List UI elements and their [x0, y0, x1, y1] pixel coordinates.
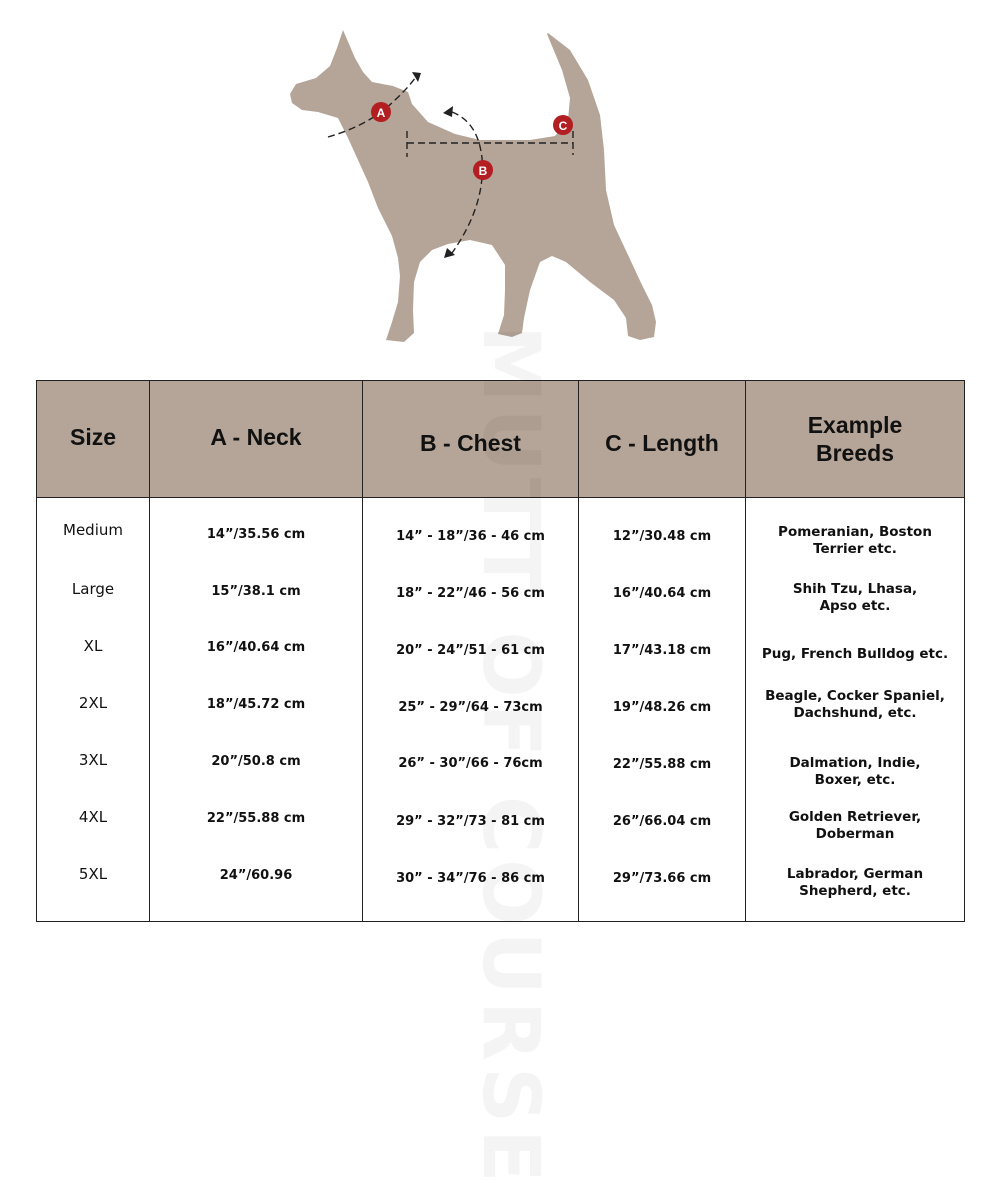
size-column: [37, 498, 150, 922]
chest-column: [363, 498, 579, 922]
size-cell: Medium: [63, 521, 123, 539]
neck-cell: 22”/55.88 cm: [206, 811, 306, 826]
size-cell: Large: [71, 580, 115, 598]
neck-cell: 18”/45.72 cm: [206, 697, 306, 712]
length-cell: 26”/66.04 cm: [612, 814, 712, 829]
dog-silhouette: [290, 30, 656, 342]
length-column: [579, 498, 746, 922]
marker-a: [371, 102, 391, 122]
neck-cell: 20”/50.8 cm: [211, 754, 301, 769]
length-cell: 22”/55.88 cm: [612, 757, 712, 772]
length-cell: 17”/43.18 cm: [612, 643, 712, 658]
size-cell: XL: [83, 637, 103, 655]
header-breeds: Example Breeds: [746, 381, 965, 498]
header-size: Size: [37, 381, 150, 498]
header-chest: B - Chest: [363, 381, 579, 498]
length-cell: 19”/48.26 cm: [612, 700, 712, 715]
size-cell: 2XL: [78, 694, 108, 712]
arrow-left-icon: [443, 106, 453, 117]
header-length: C - Length: [579, 381, 746, 498]
size-cell: 5XL: [78, 865, 108, 883]
table-header-row: [37, 381, 965, 498]
size-chart-table: [36, 380, 965, 922]
chest-cell: 18” - 22”/46 - 56 cm: [396, 586, 545, 601]
table-body: [37, 498, 965, 922]
size-cell: 3XL: [78, 751, 108, 769]
header-neck: A - Neck: [150, 381, 363, 498]
svg-text:A: A: [376, 106, 386, 120]
marker-b: [473, 160, 493, 180]
breed-cell: Pomeranian, Boston Terrier etc.: [778, 524, 932, 557]
chest-cell: 26” - 30”/66 - 76cm: [398, 756, 543, 771]
chest-cell: 29” - 32”/73 - 81 cm: [396, 814, 545, 829]
dog-measurement-diagram: [0, 0, 1000, 370]
chest-cell: 14” - 18”/36 - 46 cm: [396, 529, 545, 544]
chest-cell: 20” - 24”/51 - 61 cm: [396, 643, 545, 658]
neck-column: [150, 498, 363, 922]
breed-cell: Labrador, German Shepherd, etc.: [786, 866, 924, 899]
neck-cell: 24”/60.96: [219, 868, 293, 883]
breed-cell: Beagle, Cocker Spaniel, Dachshund, etc.: [765, 688, 945, 721]
size-cell: 4XL: [78, 808, 108, 826]
svg-text:C: C: [558, 119, 568, 133]
length-cell: 29”/73.66 cm: [612, 871, 712, 886]
arrow-down-icon: [444, 248, 455, 258]
breed-cell: Golden Retriever, Doberman: [788, 809, 922, 842]
length-cell: 12”/30.48 cm: [612, 529, 712, 544]
neck-cell: 14”/35.56 cm: [206, 527, 306, 542]
breed-cell: Shih Tzu, Lhasa, Apso etc.: [792, 581, 918, 614]
chest-cell: 30” - 34”/76 - 86 cm: [396, 871, 545, 886]
marker-c: [553, 115, 573, 135]
svg-text:B: B: [478, 164, 488, 178]
length-cell: 16”/40.64 cm: [612, 586, 712, 601]
chest-cell: 25” - 29”/64 - 73cm: [398, 700, 543, 715]
breed-cell: Pug, French Bulldog etc.: [761, 646, 949, 662]
neck-cell: 16”/40.64 cm: [206, 640, 306, 655]
breed-cell: Dalmation, Indie, Boxer, etc.: [789, 755, 921, 788]
neck-cell: 15”/38.1 cm: [211, 584, 301, 599]
breeds-column: [746, 498, 965, 922]
